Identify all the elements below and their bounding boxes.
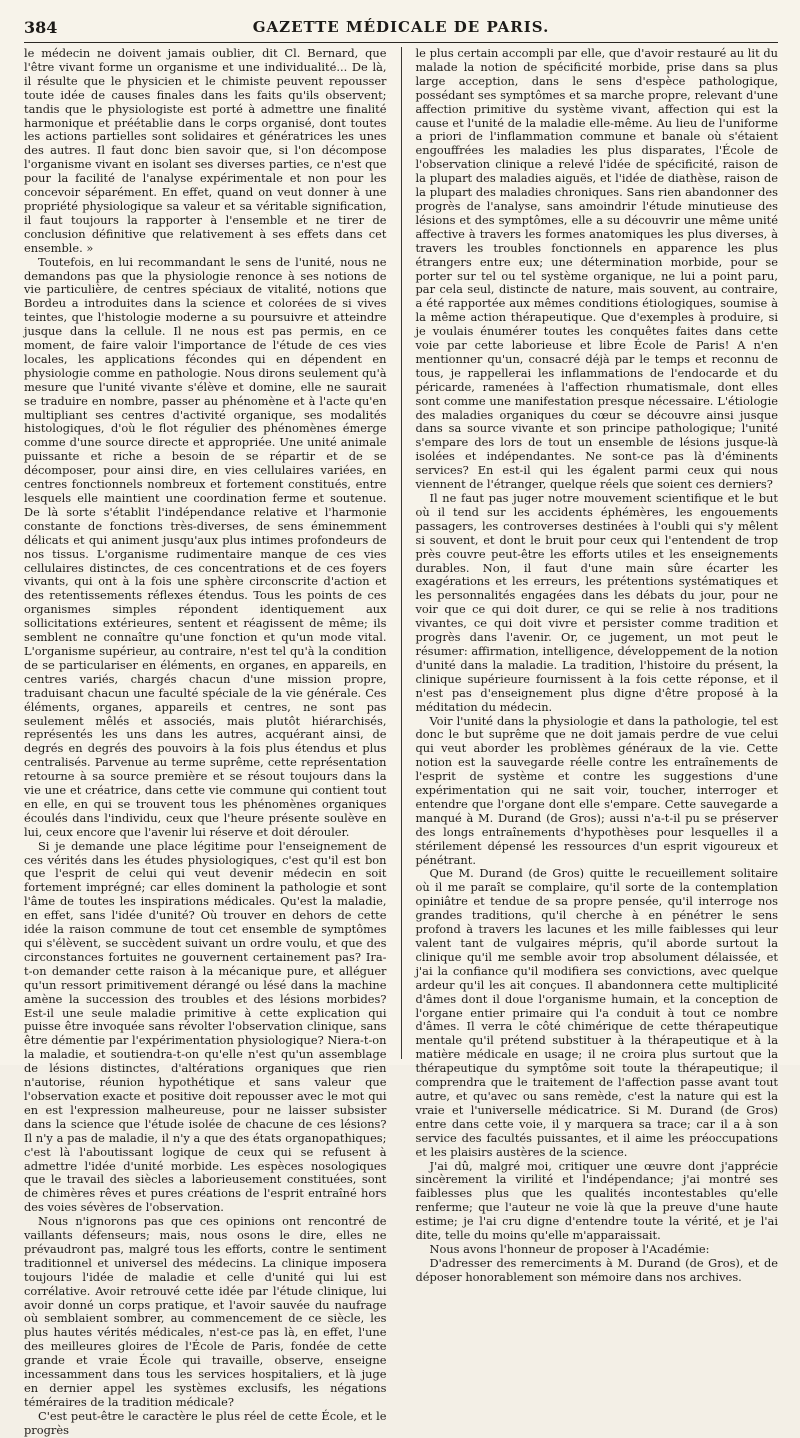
paragraph: Voir l'unité dans la physiologie et dans la pathologie, tel est donc le but suprême que ne doit jamais perdre de vue celui qui veut aborder les problèmes généraux de la vie. Cette notion est la sauvegarde réelle contre les entraînements de l'esprit de système et contre les suggestions d'une expérimentation qui ne sait voir, toucher, interroger et entendre que l'organe dont elle s'empare. Cette sauvegarde a manqué à M. Durand (de Gros); aussi n'a-t-il pu se préserver des longs entraînements d'hypothèses pour lesquelles il a stérilement dépensé les ressources d'un esprit vigoureux et pénétrant.	[415, 713, 778, 867]
page-number: 384	[24, 18, 58, 37]
right-column	[415, 46, 779, 1284]
paragraph: Nous n'ignorons pas que ces opinions ont rencontré de vaillants défenseurs; mais, nous osons le dire, elles ne prévaudront pas, malgré tous les efforts, contre le sentiment traditionnel et universel des médecins. La clinique imposera toujours l'idée de maladie et celle d'unité qui lui est corrélative. Avoir retrouvé cette idée par l'étude clinique, lui avoir donné un corps pratique, et l'avoir sauvée du naufrage où semblaient sombrer, au commencement de ce siècle, les plus hautes vérités médicales, n'est-ce pas là, en effet, l'une des meilleures gloires de l'École de Paris, fondée de cette grande et vraie École qui travaille, observe, enseigne incessamment dans tous les services hospitaliers, et là juge en dernier appel les systèmes exclusifs, les négations téméraires de la tradition médicale?	[24, 1214, 387, 1409]
page-header	[24, 18, 778, 43]
paragraph: Si je demande une place légitime pour l'enseignement de ces vérités dans les études physiologiques, c'est qu'il est bon que l'esprit de celui qui veut devenir médecin en soit fortement imprégné; car elles dominent la pathologie et sont l'âme de toutes les inspirations médicales. Qu'est la maladie, en effet, sans l'idée d'unité? Où trouver en dehors de cette idée la raison commune de tout cet ensemble de symptômes qui s'élèvent, se succèdent suivant un ordre voulu, et que des circonstances fortuites ne gouvernent certainement pas? Ira-t-on demander cette raison à la mécanique pure, et alléguer qu'un ressort primitivement dérangé ou lésé dans la machine amène la succession des troubles et des lésions morbides? Est-il une seule maladie primitive à cette explication qui puisse être invoquée sans révolter l'observation clinique, sans être démentie par l'expérimentation physiologique? Niera-t-on la maladie, et soutiendra-t-on qu'elle n'est qu'un assemblage de lésions distinctes, d'altérations organiques que rien n'autorise, réunion hypothétique et sans valeur que l'observation exacte et positive doit repousser avec le mot qui en est l'expression malheureuse, pour ne laisser subsister dans la science que l'étude isolée de chacune de ces lésions? Il n'y a pas de maladie, il n'y a que des états organopathiques; c'est là l'aboutissant logique de ceux qui se refusent à admettre l'idée d'unité morbide. Les espèces nosologiques que le travail des siècles a laborieusement constituées, sont de chimères rêves et pures créations de l'esprit entraîné hors des voies sévères de l'observation.	[24, 838, 387, 1215]
paragraph: le médecin ne doivent jamais oublier, dit Cl. Bernard, que l'être vivant forme un organisme et une individualité... De là, il résulte que le physicien et le chimiste peuvent repousser toute idée de causes finales dans les faits qu'ils observent; tandis que le physiologiste est porté à admettre une finalité harmonique et préétablie dans le corps organisé, dont toutes les actions partielles sont solidaires et génératrices les unes des autres. Il faut donc bien savoir que, si l'on décompose l'organisme vivant en isolant ses diverses parties, ce n'est que pour la facilité de l'analyse expérimentale et non pour les concevoir séparément. En effet, quand on veut donner à une propriété physiologique sa valeur et sa véritable signification, il faut toujours la rapporter à l'ensemble et ne tirer de conclusion définitive que relativement à ses effets dans cet ensemble. »	[24, 46, 387, 255]
paragraph: Toutefois, en lui recommandant le sens de l'unité, nous ne demandons pas que la physiologie renonce à ses notions de vie particulière, de centres spéciaux de vitalité, notions que Bordeu a introduites dans la science et colorées de si vives teintes, que l'histologie moderne a su poursuivre et atteindre jusque dans la cellule. Il ne nous est pas permis, en ce moment, de faire valoir l'importance de l'étude de ces vies locales, les applications fécondes qui en dépendent en physiologie comme en pathologie. Nous dirons seulement qu'à mesure que l'unité vivante s'élève et domine, elle ne saurait se traduire en nombre, passer au phénomène et à l'acte qu'en multipliant ses centres d'activité organique, ses modalités histologiques, d'où le flot régulier des phénomènes émerge comme d'une source directe et appropriée. Une unité animale puissante et riche a besoin de se répartir et de se décomposer, pour ainsi dire, en vies cellulaires variées, en centres fonctionnels nombreux et fortement constitués, entre lesquels elle maintient une coordination ferme et soutenue. De là sorte s'établit l'indépendance relative et l'harmonie constante de fonctions très-diverses, de sens éminemment délicats et qui animent jusqu'aux plus intimes profondeurs de nos tissus. L'organisme rudimentaire manque de ces vies cellulaires distinctes, de ces concentrations et de ces foyers vivants, qui ont à la fois une sphère circonscrite d'action et des retentissements réflexes étendus. Tous les points de ces organismes simples répondent identiquement aux sollicitations extérieures, sentent et réagissent de même; ils semblent ne connaître qu'une fonction et qu'un mode vital. L'organisme supérieur, au contraire, n'est tel qu'à la condition de se particulariser en éléments, en organes, en appareils, en centres variés, chargés chacun d'une mission propre, traduisant chacun une faculté spéciale de la vie générale. Ces éléments, organes, appareils et centres, ne sont pas seulement mêlés et associés, mais plutôt hiérarchisés, représentés les uns dans les autres, acquérant ainsi, de degrés en degrés des pouvoirs à la fois plus étendus et plus centralisés. Parvenue au terme suprême, cette représentation retourne à sa source première et se résout toujours dans la vie une et créatrice, dans cette vie commune qui contient tout en elle, en qui se trouvent tous les phénomènes organiques écoulés dans l'individu, ceux que l'heure présente soulève en lui, ceux encore que l'avenir lui réserve et doit dérouler.	[24, 254, 387, 839]
paragraph: C'est peut-être le caractère le plus réel de cette École, et le progrès	[24, 1408, 387, 1437]
paragraph: D'adresser des remerciments à M. Durand (de Gros), et de déposer honorablement son mémoire dans nos archives.	[415, 1255, 778, 1284]
paragraph: Que M. Durand (de Gros) quitte le recueillement solitaire où il me paraît se complaire, qu'il sorte de la contemplation opiniâtre et tendue de sa propre pensée, qu'il interroge nos grandes traditions, qu'il cherche à en pénétrer le sens profond à travers les lacunes et les mille faiblesses qui leur valent tant de vulgaires mépris, qu'il aborde surtout la clinique qu'il me semble avoir trop absolument délaissée, et j'ai la confiance qu'il modifiera ses convictions, avec quelque ardeur qu'il les ait conçues. Il abandonnera cette multiplicité d'âmes dont il doue l'organisme humain, et la conception de l'organe entier primaire qui l'a conduit à tout ce nombre d'âmes. Il verra le côté chimérique de cette thérapeutique mentale qu'il prétend substituer à la thérapeutique et à la matière médicale en usage; il ne croira plus surtout que la thérapeutique du symptôme soit toute la thérapeutique; il comprendra que le traitement de l'affection passe avant tout autre, et qu'avec ou sans remède, c'est la nature qui est la vraie et l'universelle médicatrice. Si M. Durand (de Gros) entre dans cette voie, il y marquera sa trace; car il a à son service des facultés puissantes, et il aime les préoccupations et les plaisirs austères de la science.	[415, 866, 778, 1159]
column-divider	[401, 47, 402, 1059]
text-columns	[24, 46, 778, 1437]
running-title: GAZETTE MÉDICALE DE PARIS.	[252, 18, 550, 36]
paragraph: Nous avons l'honneur de proposer à l'Académie:	[429, 1241, 710, 1256]
left-column	[24, 46, 387, 1437]
paragraph: le plus certain accompli par elle, que d'avoir restauré au lit du malade la notion de spécificité morbide, prise dans sa plus large acception, dans le sens d'espèce pathologique, possédant ses symptômes et sa marche propre, relevant d'une affection primitive du système vivant, affection qui est la cause et l'unité de la maladie elle-même. Au lieu de l'uniforme a priori de l'inflammation commune et banale où s'étaient engouffrées les maladies les plus disparates, l'École de l'observation clinique a relevé l'idée de spécificité, raison de la plupart des maladies aiguës, et l'idée de diathèse, raison de la plupart des maladies chroniques. Sans rien abandonner des progrès de l'analyse, sans amoindrir l'étude minutieuse des lésions et des symptômes, elle a su découvrir une même unité affective à travers les formes anatomiques les plus diverses, à travers les troubles fonctionnels en apparence les plus étrangers entre eux; une détermination morbide, pour se porter sur tel ou tel système organique, ne lui a point paru, par cela seul, distincte de nature, mais souvent, au contraire, a été rapportée aux mêmes conditions étiologiques, soumise à la même action thérapeutique. Que d'exemples à produire, si je voulais énumérer toutes les conquêtes faites dans cette voie par cette laborieuse et libre École de Paris! A n'en mentionner qu'un, consacré déjà par le temps et reconnu de tous, je rappellerai les inflammations de l'endocarde et du péricarde, ramenées à l'affection rhumatismale, dont elles sont comme une manifestation presque nécessaire. L'étiologie des maladies organiques du cœur se découvre ainsi jusque dans sa source vivante et son principe pathologique; l'unité s'empare des lors de tout un ensemble de lésions jusque-là isolées et indépendantes. Ne sont-ce pas là d'éminents services? En est-il qui les égalent parmi ceux qui nous viennent de l'étranger, quelque réels que soient ces derniers?	[415, 46, 778, 492]
paragraph: J'ai dû, malgré moi, critiquer une œuvre dont j'apprécie sincèrement la virilité et l'indépendance; j'ai montré ses faiblesses plus que les qualités incontestables qu'elle renferme; que l'auteur ne voie là que la preuve d'une haute estime; je l'ai cru digne d'entendre toute la vérité, et je l'ai dite, telle du moins qu'elle m'apparaissait.	[415, 1158, 778, 1243]
paragraph: Il ne faut pas juger notre mouvement scientifique et le but où il tend sur les accidents éphémères, les engouements passagers, les controverses destinées à l'oubli qui s'y mêlent si souvent, et dont le bruit pour ceux qui l'entendent de trop près couvre peut-être les efforts utiles et les enseignements durables. Non, il faut d'une main sûre écarter les exagérations et les erreurs, les prétentions systématiques et les personnalités engagées dans les débats du jour, pour ne voir que ce qui doit durer, ce qui se relie à nos traditions vivantes, ce qui doit vivre et persister comme tradition et progrès dans l'avenir. Or, ce jugement, un mot peut le résumer: affirmation, intelligence, développement de la notion d'unité dans la maladie. La tradition, l'histoire du présent, la clinique supérieure fournissent à la fois cette réponse, et il n'est pas d'enseignement plus digne d'être proposé à la méditation du médecin.	[415, 491, 778, 714]
